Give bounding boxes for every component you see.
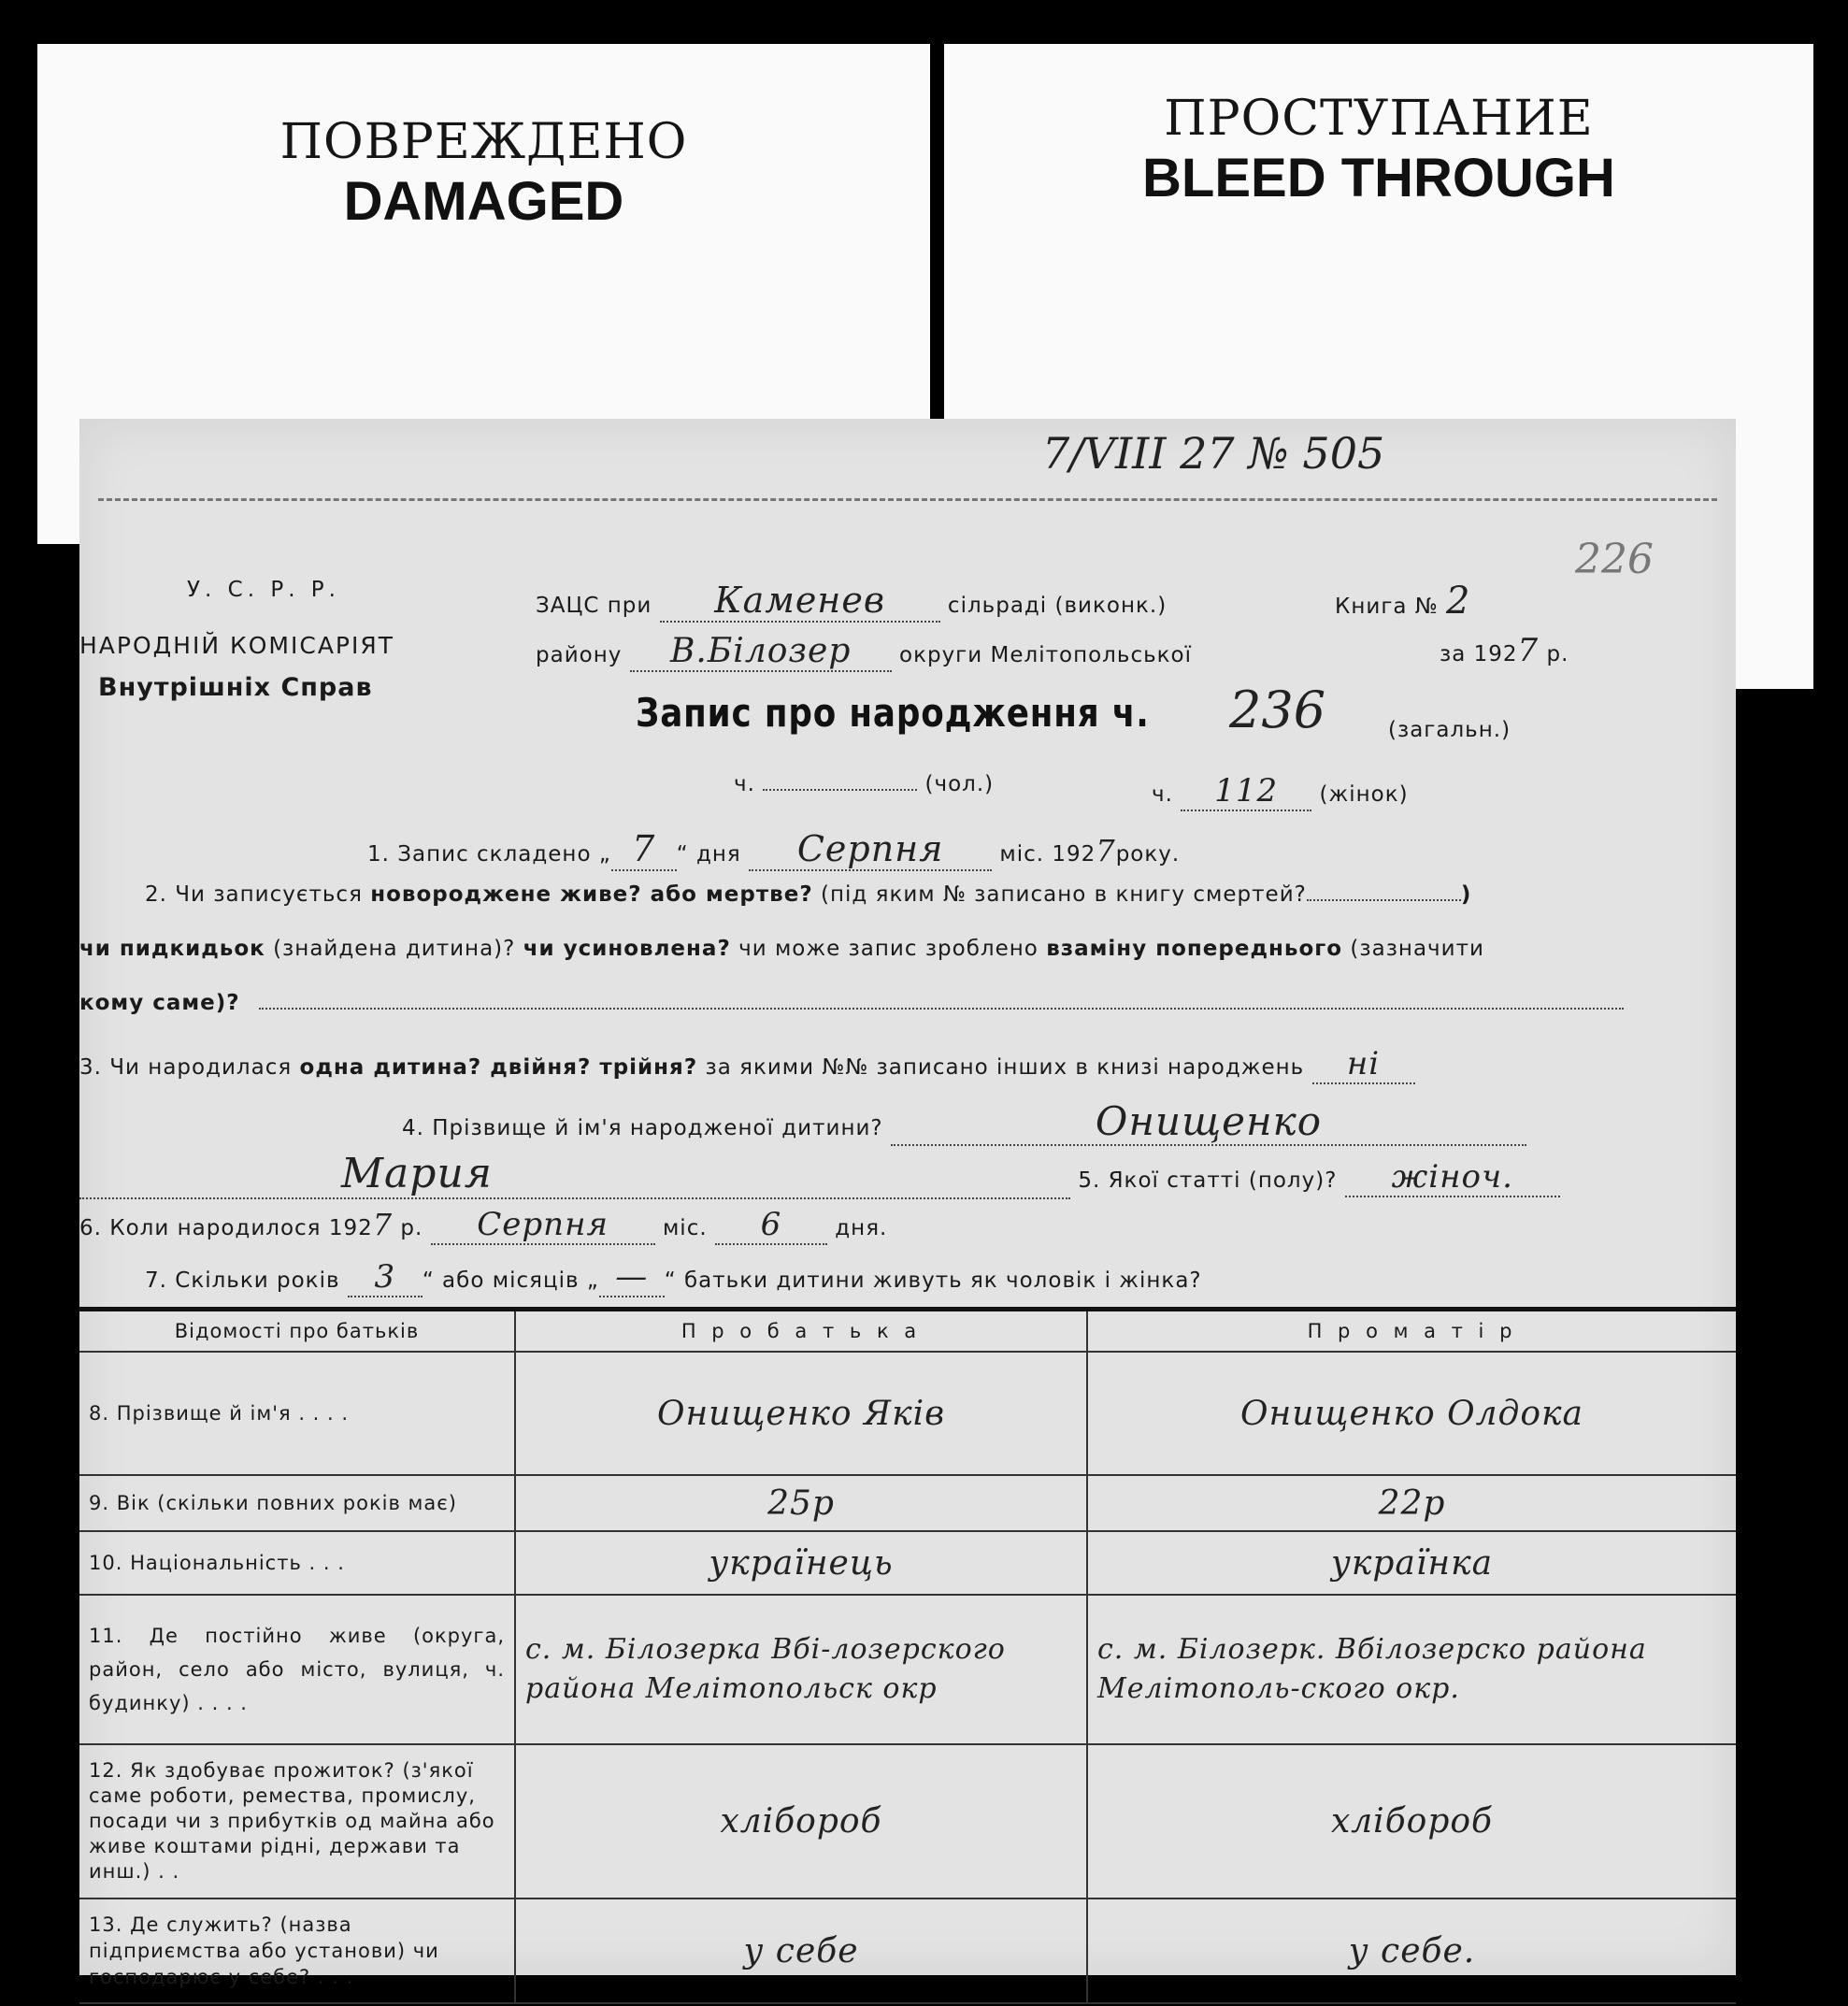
q2b-bold3: взаміну попереднього [1046,937,1343,961]
q2-bold: новороджене живе? або мертве? [370,882,813,907]
male-suffix: (чол.) [924,772,995,796]
damaged-label-en: DAMAGED [343,171,624,232]
mother-residence: с. м. Білозерк. Вбілозерско района Мелітополь-ского окр. [1087,1595,1736,1744]
header-internal-affairs: Внутрішніх Справ [98,673,373,702]
row-label-name: 8. Прізвище й ім'я . . . . [79,1352,515,1475]
q7-prefix: 7. Скільки років [145,1268,340,1293]
book-line [1335,580,1471,623]
parents-table [79,1307,1736,2004]
q4-surname: Онищенко [891,1098,1526,1146]
damaged-label-ru: ПОВРЕЖДЕНО [279,114,688,170]
zags-line [536,580,1167,623]
q4-line [402,1098,1526,1146]
q2b-t2: чи може запис зроблено [738,937,1039,961]
year-value: 7 [1517,632,1540,669]
record-title: Запис про народження ч. [636,690,1150,736]
q7-months: — [599,1258,665,1297]
q7-end: “ батьки дитини живуть як чоловік і жінка? [664,1268,1202,1293]
male-count-blank [763,789,917,791]
row-label-occupation: 12. Як здобуває прожиток? (з'якої саме роботи, ремества, промислу, посади чи з прибутків од майна або живе коштами рідні, держави та инш.) . . [79,1744,515,1899]
q1-line [367,828,1180,871]
q4-name: Мария [79,1150,1070,1199]
q6-end: дня. [835,1216,888,1240]
q1-year: 7 [1096,833,1116,868]
q2-prefix: 2. Чи записується [145,882,363,907]
corner-number: 226 [1575,536,1654,583]
row-label-nationality: 10. Національність . . . [79,1531,515,1595]
q7-years: 3 [348,1258,423,1297]
father-occupation: хлібороб [515,1744,1087,1899]
q1-month: Серпня [749,828,992,871]
q7-line [145,1258,1202,1297]
male-count-line [734,772,994,796]
q1-suffix: міс. 192 [999,842,1096,867]
q2-line [145,882,1471,907]
q2b-t3: (зазначити [1350,937,1484,961]
q3-bold: одна дитина? двійня? трійня? [299,1055,698,1080]
q2c-text: кому саме)? [79,991,240,1015]
q2b-bold1: чи пидкидьок [79,937,265,961]
q3-line [79,1045,1415,1084]
female-count-value: 112 [1181,772,1311,811]
book-label: Книга № [1335,595,1439,619]
q1-day: 7 [611,828,677,871]
father-nationality: українець [515,1531,1087,1595]
q6-day: 6 [715,1206,827,1245]
table-row [79,1595,1736,1744]
q7-mid: “ або місяців „ [422,1268,599,1293]
row-label-residence: 11. Де постійно живе (округа, район, село або місто, вулиця, ч. будинку) . . . . [79,1595,515,1744]
district-suffix: округи Мелітопольської [899,643,1192,667]
table-row [79,1744,1736,1899]
year-prefix: за 192 [1440,642,1518,666]
row-label-age: 9. Вік (скільки повних років має) [79,1475,515,1531]
female-count-line [1152,772,1409,811]
district-prefix: району [536,643,623,667]
q2b-bold2: чи усиновлена? [523,937,731,961]
top-annotation: 7/VIII 27 № 505 [1042,428,1385,479]
table-row [79,1531,1736,1595]
table-row [79,1352,1736,1475]
q3-rest: за якими №№ записано інших в книзі народжень [705,1055,1305,1080]
q3-prefix: 3. Чи народилася [79,1055,293,1080]
zags-prefix: ЗАЦС при [536,594,652,618]
q6-year: 7 [372,1207,394,1242]
table-header-row [79,1310,1736,1353]
header-father: П р о б а т ь к а [515,1310,1087,1353]
birth-record-form [79,419,1736,1988]
header-info: Відомості про батьків [79,1310,515,1353]
q2-rest: (під яким № записано в книгу смертей? [821,882,1307,907]
male-prefix: ч. [734,772,755,796]
female-prefix: ч. [1152,782,1173,807]
father-age: 25р [515,1475,1087,1531]
q6-prefix: 6. Коли народилося 192 [79,1216,373,1240]
zags-suffix: сільраді (виконк.) [947,594,1168,618]
q6-month: Серпня [431,1206,655,1245]
year-line [1440,632,1569,669]
q6-line [79,1206,887,1245]
header-ussr: У. С. Р. Р. [187,578,340,602]
bleed-label-ru: ПРОСТУПАНИЕ [1164,91,1594,147]
father-residence: с. м. Білозерка Вбі-лозерского района Мелітопольск окр [515,1595,1087,1744]
q5-value: жіноч. [1345,1158,1560,1197]
q1-end: року. [1115,842,1181,867]
mother-nationality: українка [1087,1531,1736,1595]
q3-value: ні [1312,1045,1415,1084]
zags-value: Каменев [660,580,940,623]
father-name: Онищенко Яків [515,1352,1087,1475]
q2b-t1: (знайдена дитина)? [273,937,516,961]
q2c-line [79,991,1624,1015]
q2-blank [1307,899,1461,901]
header-commissariat: НАРОДНІЙ КОМІСАРІЯТ [79,632,395,659]
table-row [79,1475,1736,1531]
district-value: В.Білозер [630,632,892,672]
year-suffix: р. [1546,642,1569,666]
mother-age: 22р [1087,1475,1736,1531]
q4-label: 4. Прізвище й ім'я народженої дитини? [402,1116,883,1140]
q6-mis: міс. [662,1216,708,1240]
q6-mid: р. [400,1216,423,1240]
header-mother: П р о м а т і р [1087,1310,1736,1353]
record-number: 236 [1229,681,1326,739]
district-line [536,632,1192,672]
q1-prefix: 1. Запис складено „ [367,842,611,867]
book-value: 2 [1446,580,1471,623]
mother-occupation: хлібороб [1087,1744,1736,1899]
mother-workplace: у себе. [1087,1899,1736,2003]
bleed-label-en: BLEED THROUGH [1142,148,1615,208]
row-label-workplace: 13. Де служить? (назва підприємства або установи) чи господарює у себе? . . . [79,1899,515,2003]
q1-mid: “ дня [676,842,741,867]
female-suffix: (жінок) [1319,782,1409,807]
q2b-line [79,937,1484,961]
q2c-blank [259,1008,1624,1010]
perforation-line [98,498,1717,501]
record-general: (загальн.) [1388,718,1511,742]
mother-name: Онищенко Олдока [1087,1352,1736,1475]
q2-end: ) [1460,882,1472,907]
q5-line [79,1150,1560,1199]
table-row [79,1899,1736,2003]
q5-label: 5. Якої статті (полу)? [1078,1168,1338,1193]
father-workplace: у себе [515,1899,1087,2003]
